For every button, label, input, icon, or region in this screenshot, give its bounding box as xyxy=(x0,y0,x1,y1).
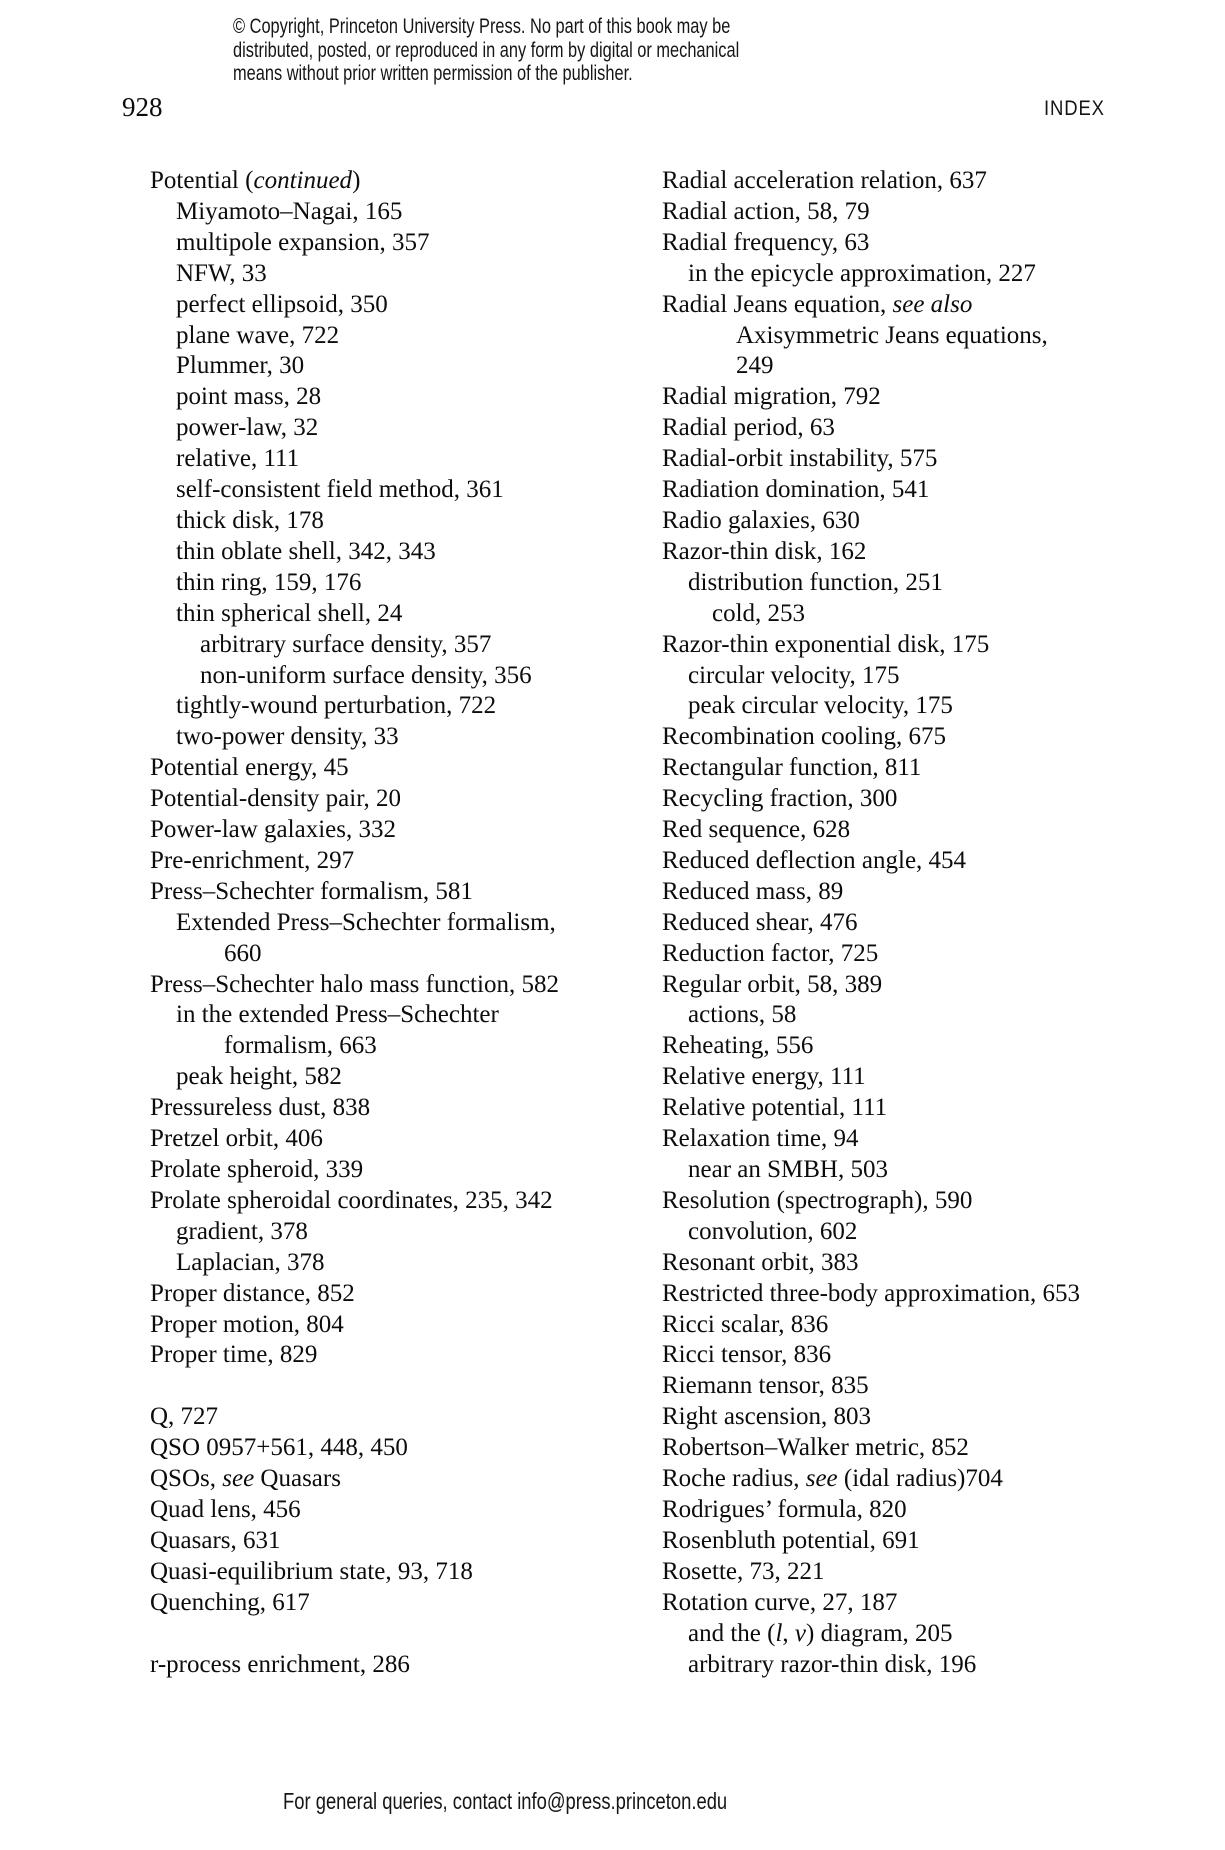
index-entry: Radiation domination, 541 xyxy=(662,476,930,504)
index-entry: near an SMBH, 503 xyxy=(688,1156,888,1183)
index-entry-text: QSOs, xyxy=(150,1465,223,1493)
index-entry: Restricted three-body approximation, 653 xyxy=(662,1279,1080,1307)
footer-query-note: For general queries, contact info@press.princeton.edu xyxy=(283,1788,728,1814)
index-entry: in the epicycle approximation, 227 xyxy=(688,259,1036,287)
index-entry-italic-text: continued xyxy=(253,167,353,194)
index-entry xyxy=(662,290,1080,321)
index-entry: Quasars, 631 xyxy=(150,1526,281,1554)
index-entry: power-law, 32 xyxy=(176,414,319,442)
index-entry-text: Radial Jeans equation, xyxy=(662,290,893,318)
copyright-notice xyxy=(233,15,739,86)
index-entry-text: (idal radius)704 xyxy=(837,1465,1003,1493)
index-entry: Right ascension, 803 xyxy=(662,1403,872,1431)
index-entry: distribution function, 251 xyxy=(688,568,943,596)
copyright-line: means without prior written permission of the publisher. xyxy=(233,62,633,85)
index-entry-text: Potential ( xyxy=(150,167,254,194)
index-entry: convolution, 602 xyxy=(688,1217,858,1245)
running-head-index-label: INDEX xyxy=(1044,97,1105,120)
copyright-line: © Copyright, Princeton University Press. No part of this book may be xyxy=(233,15,731,38)
index-entry: Robertson–Walker metric, 852 xyxy=(662,1434,969,1462)
index-entry: Rodrigues’ formula, 820 xyxy=(662,1495,907,1523)
index-entry-italic-text: see xyxy=(805,1465,838,1493)
index-entry: formalism, 663 xyxy=(224,1032,377,1060)
index-entry: actions, 58 xyxy=(688,1001,797,1029)
index-entry: Potential-density pair, 20 xyxy=(150,785,402,813)
index-entry: Pretzel orbit, 406 xyxy=(150,1125,323,1153)
index-entry-italic-text: v xyxy=(794,1619,807,1647)
index-entry: Red sequence, 628 xyxy=(662,816,851,844)
index-entry: Radial-orbit instability, 575 xyxy=(662,445,938,473)
index-entry-text: Roche radius, xyxy=(662,1465,806,1493)
index-entry xyxy=(662,1619,1080,1650)
index-entry: perfect ellipsoid, 350 xyxy=(176,290,388,318)
index-blank-line xyxy=(150,1371,559,1402)
index-entry: thick disk, 178 xyxy=(176,506,324,534)
index-entry: arbitrary surface density, 357 xyxy=(200,630,492,658)
index-entry: Proper time, 829 xyxy=(150,1341,318,1369)
index-entry: NFW, 33 xyxy=(176,259,267,287)
index-entry: Quenching, 617 xyxy=(150,1588,310,1616)
index-entry: point mass, 28 xyxy=(176,383,322,411)
index-entry: Resonant orbit, 383 xyxy=(662,1248,859,1276)
index-entry: circular velocity, 175 xyxy=(688,661,900,689)
index-entry: Prolate spheroid, 339 xyxy=(150,1156,364,1183)
index-entry: cold, 253 xyxy=(712,599,806,627)
index-entry: Potential energy, 45 xyxy=(150,754,349,782)
index-entry: Radial acceleration relation, 637 xyxy=(662,167,987,194)
index-blank-line xyxy=(150,1619,559,1650)
index-entry: Radial action, 58, 79 xyxy=(662,197,870,225)
index-entry: Axisymmetric Jeans equations, xyxy=(736,321,1048,349)
index-column-right xyxy=(662,166,1080,1680)
index-entry: Radio galaxies, 630 xyxy=(662,506,860,534)
index-entry: Plummer, 30 xyxy=(176,352,305,380)
index-entry: Reduction factor, 725 xyxy=(662,939,879,967)
index-entry: peak height, 582 xyxy=(176,1063,342,1091)
index-entry: Ricci scalar, 836 xyxy=(662,1310,829,1338)
index-entry-text: , xyxy=(782,1619,795,1647)
index-entry: Rotation curve, 27, 187 xyxy=(662,1588,898,1616)
index-entry: Power-law galaxies, 332 xyxy=(150,816,396,844)
index-entry: Proper motion, 804 xyxy=(150,1310,344,1338)
index-entry: two-power density, 33 xyxy=(176,723,399,751)
index-entry: Quasi-equilibrium state, 93, 718 xyxy=(150,1557,473,1585)
index-entry: Reduced shear, 476 xyxy=(662,908,858,936)
index-entry: Rosette, 73, 221 xyxy=(662,1557,825,1585)
page-number: 928 xyxy=(122,92,163,122)
index-entry: Q, 727 xyxy=(150,1403,219,1431)
index-entry: Reduced deflection angle, 454 xyxy=(662,846,967,874)
index-entry: in the extended Press–Schechter xyxy=(176,1001,499,1029)
index-entry: peak circular velocity, 175 xyxy=(688,692,953,720)
index-entry xyxy=(150,166,559,197)
index-entry: Relative potential, 111 xyxy=(662,1094,888,1122)
index-entry: thin oblate shell, 342, 343 xyxy=(176,537,436,565)
index-entry: Press–Schechter halo mass function, 582 xyxy=(150,970,559,998)
index-entry: Relaxation time, 94 xyxy=(662,1125,859,1153)
index-entry: Pressureless dust, 838 xyxy=(150,1094,371,1122)
index-entry: Press–Schechter formalism, 581 xyxy=(150,877,473,905)
index-entry: 249 xyxy=(736,352,774,380)
index-entry: Recycling fraction, 300 xyxy=(662,785,898,813)
index-entry-text: ) xyxy=(352,167,361,194)
index-entry: non-uniform surface density, 356 xyxy=(200,661,532,689)
index-entry: Ricci tensor, 836 xyxy=(662,1341,832,1369)
index-entry: thin spherical shell, 24 xyxy=(176,599,403,627)
index-entry: Prolate spheroidal coordinates, 235, 342 xyxy=(150,1186,553,1214)
index-entry: Resolution (spectrograph), 590 xyxy=(662,1186,973,1214)
copyright-line: distributed, posted, or reproduced in any form by digital or mechanical xyxy=(233,38,740,62)
index-column-left xyxy=(150,166,559,1680)
index-entry: Extended Press–Schechter formalism, xyxy=(176,908,556,936)
index-entry-italic-text: see also xyxy=(892,290,973,318)
index-entry: plane wave, 722 xyxy=(176,321,340,349)
index-entry: Rectangular function, 811 xyxy=(662,754,922,782)
index-entry xyxy=(150,1464,559,1495)
index-entry-text: Quasars xyxy=(254,1465,341,1493)
index-entry-italic-text: see xyxy=(222,1465,255,1493)
index-entry-text: ) diagram, 205 xyxy=(806,1619,953,1647)
index-entry: QSO 0957+561, 448, 450 xyxy=(150,1434,408,1462)
index-entry: Relative energy, 111 xyxy=(662,1063,866,1091)
index-entry: Rosenbluth potential, 691 xyxy=(662,1526,920,1554)
index-entry: thin ring, 159, 176 xyxy=(176,568,362,596)
index-entry: Riemann tensor, 835 xyxy=(662,1372,869,1400)
index-entry: Proper distance, 852 xyxy=(150,1279,355,1307)
index-entry: 660 xyxy=(224,939,262,967)
index-entry: Quad lens, 456 xyxy=(150,1495,301,1523)
index-entry: Radial migration, 792 xyxy=(662,383,881,411)
index-entry: Reduced mass, 89 xyxy=(662,877,844,905)
index-entry: Radial period, 63 xyxy=(662,414,835,442)
index-entry: Recombination cooling, 675 xyxy=(662,723,946,751)
index-entry xyxy=(662,1464,1080,1495)
index-entry: self-consistent field method, 361 xyxy=(176,476,504,504)
index-entry: Radial frequency, 63 xyxy=(662,228,870,256)
index-entry: Regular orbit, 58, 389 xyxy=(662,970,883,998)
index-entry: Razor-thin disk, 162 xyxy=(662,537,867,565)
index-entry: multipole expansion, 357 xyxy=(176,228,430,256)
index-entry: Razor-thin exponential disk, 175 xyxy=(662,630,990,658)
index-entry: arbitrary razor-thin disk, 196 xyxy=(688,1650,977,1678)
index-entry: gradient, 378 xyxy=(176,1217,308,1245)
index-entry: Reheating, 556 xyxy=(662,1032,814,1060)
index-entry: Laplacian, 378 xyxy=(176,1248,325,1276)
index-entry: Pre-enrichment, 297 xyxy=(150,846,355,874)
index-entry: Miyamoto–Nagai, 165 xyxy=(176,197,403,225)
index-entry-text: and the ( xyxy=(688,1619,776,1647)
index-entry: r-process enrichment, 286 xyxy=(150,1650,410,1678)
index-entry: tightly-wound perturbation, 722 xyxy=(176,692,497,720)
index-entry-italic-text: l xyxy=(775,1619,783,1647)
index-entry: relative, 111 xyxy=(176,445,300,473)
